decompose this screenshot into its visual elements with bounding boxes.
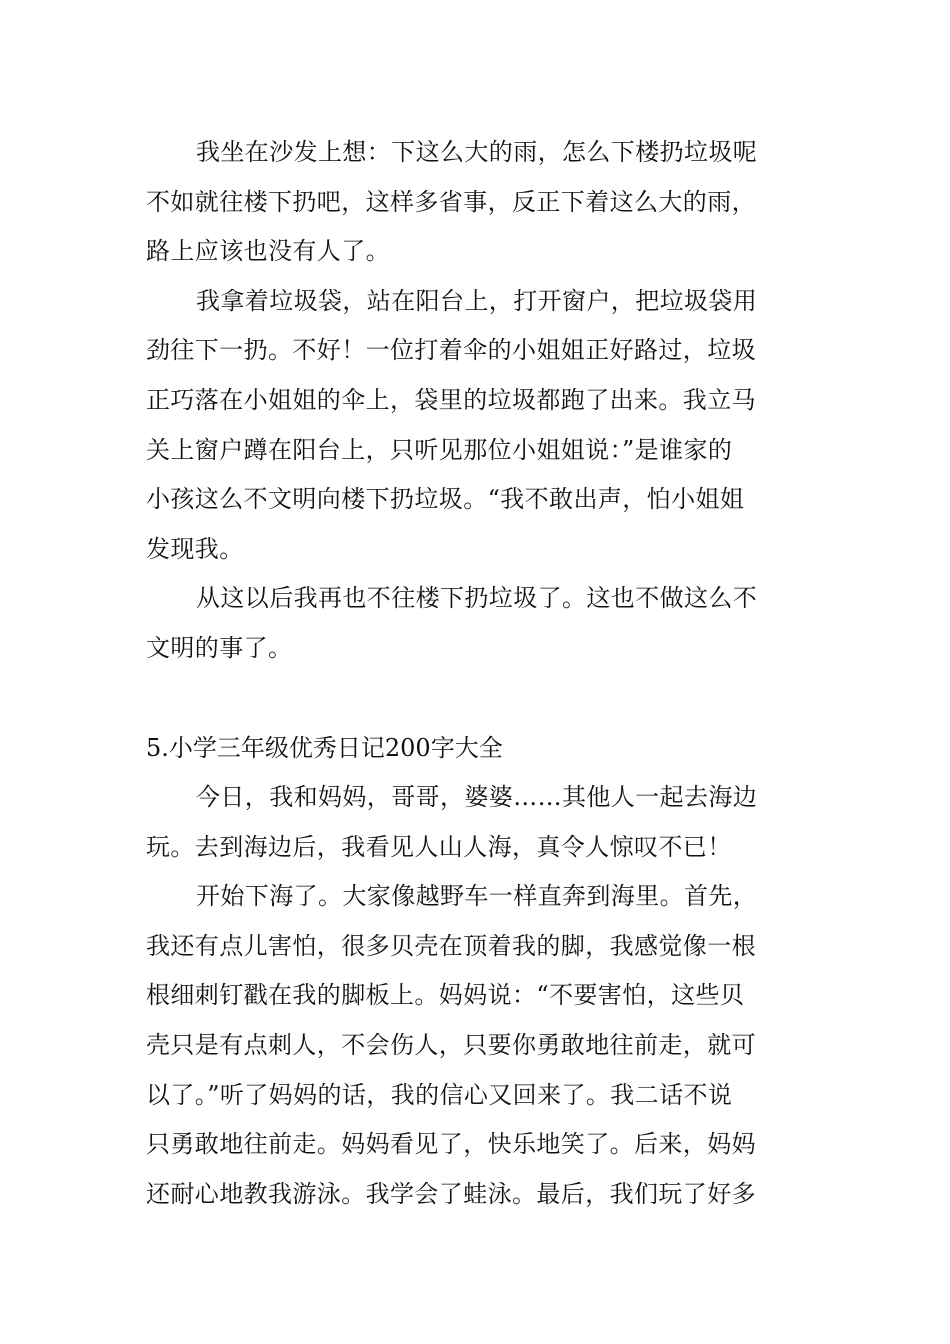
paragraph: [146, 128, 806, 277]
text-line: 路上应该也没有人了。: [146, 237, 390, 266]
text-line: 从这以后我再也不往楼下扔垃圾了。这也不做这么不: [196, 584, 758, 613]
text-line: 关上窗户蹲在阳台上，只听见那位小姐姐说：”是谁家的: [146, 435, 733, 464]
section-five-body: [146, 773, 806, 1219]
text-line: 今日，我和妈妈，哥哥，婆婆……其他人一起去海边: [196, 783, 758, 811]
text-line: 我拿着垃圾袋，站在阳台上，打开窗户，把垃圾袋用: [196, 286, 758, 315]
text-line: 我坐在沙发上想：下这么大的雨，怎么下楼扔垃圾呢: [196, 138, 758, 166]
text-line: 以了。”听了妈妈的话，我的信心又回来了。我二话不说: [146, 1080, 733, 1109]
section-heading: 5.小学三年级优秀日记200字大全: [146, 734, 503, 762]
paragraph: [146, 277, 806, 575]
text-line: 开始下海了。大家像越野车一样直奔到海里。首先，: [196, 882, 758, 911]
text-line: 玩。去到海边后，我看见人山人海，真令人惊叹不已！: [146, 832, 732, 861]
text-line: 还耐心地教我游泳。我学会了蛙泳。最后，我们玩了好多: [146, 1179, 756, 1208]
text-line: 根细刺钉戳在我的脚板上。妈妈说：“不要害怕，这些贝: [146, 981, 745, 1010]
text-line: 壳只是有点刺人，不会伤人，只要你勇敢地往前走，就可: [146, 1030, 756, 1059]
paragraph: [146, 574, 806, 673]
text-line: 只勇敢地往前走。妈妈看见了，快乐地笑了。后来，妈妈: [146, 1130, 756, 1159]
text-line: 我还有点儿害怕，很多贝壳在顶着我的脚，我感觉像一根: [146, 931, 756, 960]
paragraph: [146, 872, 806, 1219]
text-line: 小孩这么不文明向楼下扔垃圾。“我不敢出声，怕小姐姐: [146, 485, 745, 514]
text-line: 发现我。: [146, 534, 244, 563]
text-line: 劲往下一扔。不好！一位打着伞的小姐姐正好路过，垃圾: [146, 336, 756, 365]
text-line: 文明的事了。: [146, 633, 293, 662]
text-line: 正巧落在小姐姐的伞上，袋里的垃圾都跑了出来。我立马: [146, 385, 756, 414]
paragraph: [146, 773, 806, 872]
text-line: 不如就往楼下扔吧，这样多省事，反正下着这么大的雨，: [146, 187, 756, 216]
top-section: [146, 128, 806, 674]
